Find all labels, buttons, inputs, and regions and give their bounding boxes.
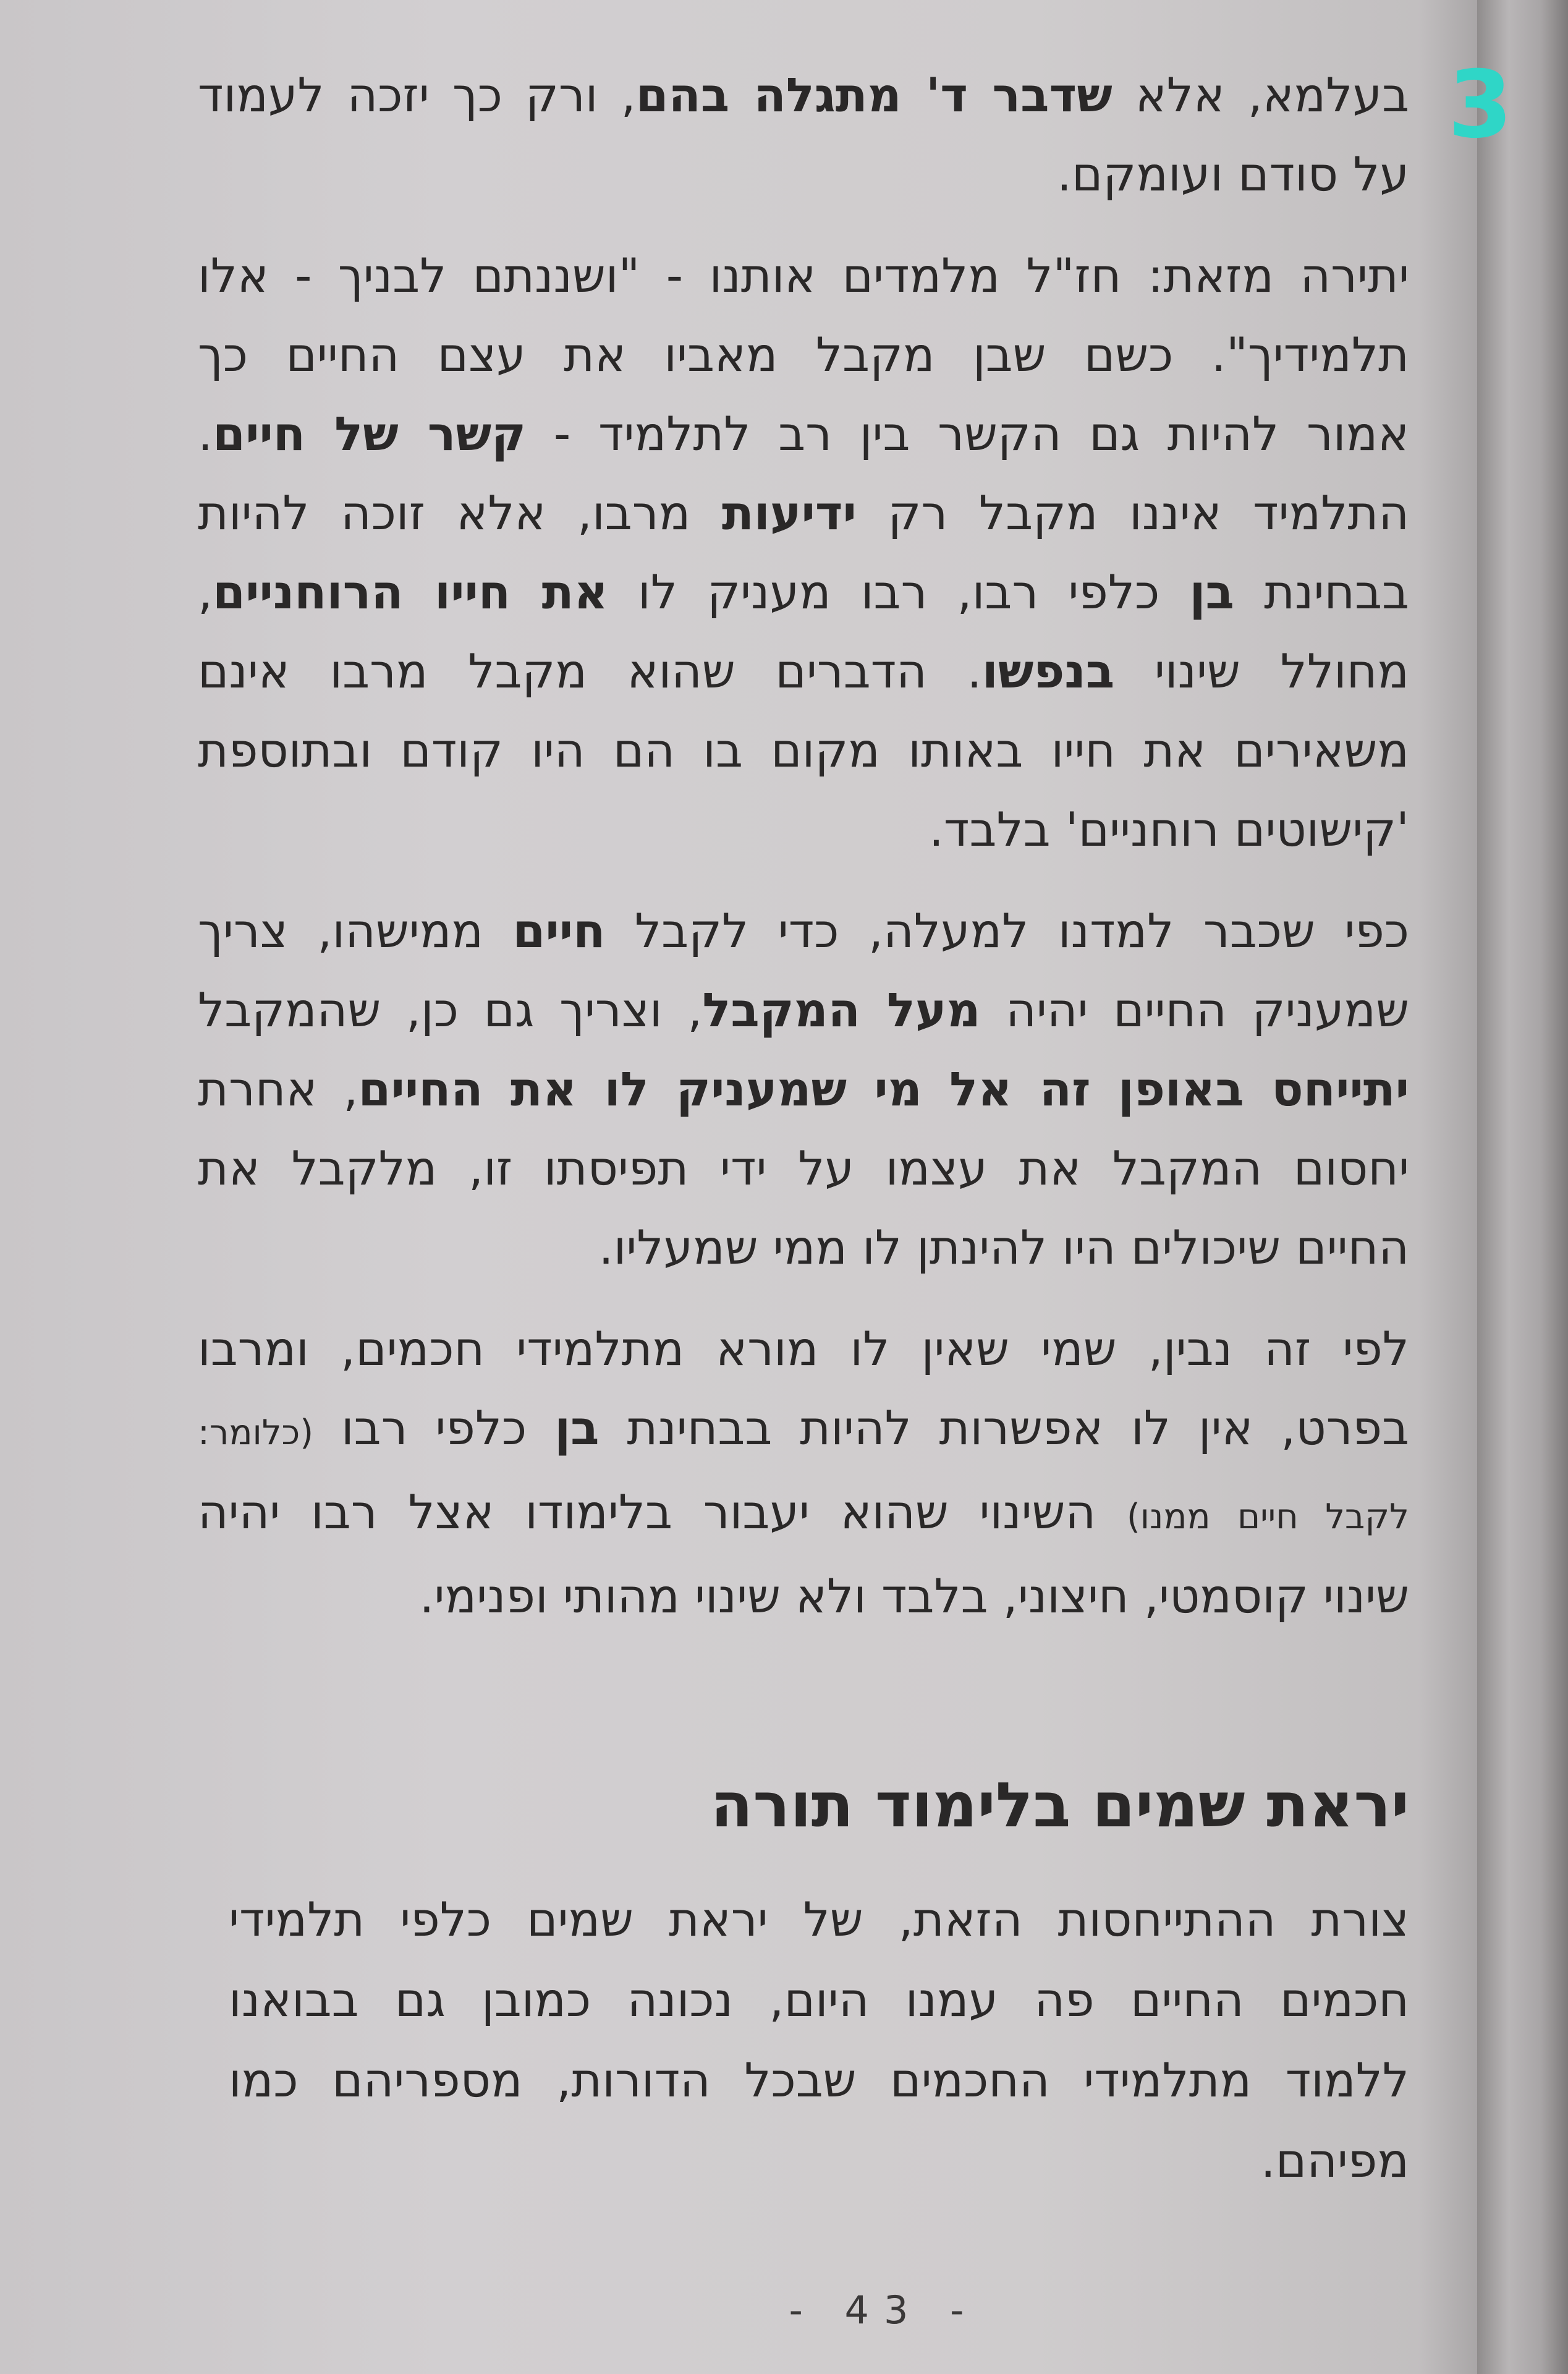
- text-line: [198, 790, 1409, 869]
- bold-text: את חייו הרוחניים: [213, 564, 608, 619]
- page-marker-label: 3: [1447, 51, 1513, 159]
- bold-text: בנפשו: [981, 644, 1115, 699]
- text-line: [198, 553, 1409, 632]
- text-run: 'קישוטים רוחניים' בלבד.: [928, 802, 1409, 857]
- text-run: שמעניק החיים יהיה: [980, 982, 1409, 1037]
- paragraph: [198, 1309, 1409, 1636]
- text-line: [198, 1473, 1409, 1557]
- text-line: חכמים החיים פה עמנו היום, נכונה כמובן גם בבואנו: [229, 1972, 1409, 2027]
- text-run: בבחינת: [1234, 564, 1409, 619]
- text-run: כלפי רבו, רבו מעניק לו: [608, 564, 1190, 619]
- text-run: כלפי רבו: [313, 1400, 555, 1455]
- text-run: מחולל שינוי: [1114, 644, 1409, 699]
- text-run: ,: [198, 564, 213, 619]
- text-line: [198, 135, 1409, 214]
- text-run: החיים שיכולים היו להינתן לו ממי שמעליו.: [598, 1220, 1409, 1275]
- page-number: - 43 -: [789, 2287, 979, 2333]
- text-run: לפי זה נבין, שמי שאין לו מורא מתלמידי חכמים, ומרבו: [198, 1321, 1409, 1376]
- text-run: , אחרת: [198, 1061, 358, 1117]
- text-run: מרבו, אלא זוכה להיות: [198, 485, 722, 540]
- text-run: התלמיד איננו מקבל רק: [856, 485, 1409, 540]
- text-run: השינוי שהוא יעבור בלימודו אצל רבו יהיה: [198, 1484, 1127, 1539]
- text-line: [198, 632, 1409, 711]
- bold-text: בן: [554, 1400, 600, 1455]
- text-run: על סודם ועומקם.: [1056, 147, 1409, 202]
- text-run: .: [198, 406, 213, 461]
- text-line: [198, 1309, 1409, 1389]
- text-line: ללמוד מתלמידי החכמים שבכל הדורות, מספריהם כמו: [229, 2053, 1409, 2108]
- text-line: [198, 56, 1409, 135]
- text-line: [198, 315, 1409, 394]
- text-run: . הדברים שהוא מקבל מרבו אינם: [198, 644, 982, 699]
- text-run: משאירים את חייו באותו מקום בו הם היו קודם ובתוספת: [198, 723, 1409, 778]
- text-run: כפי שכבר למדנו למעלה, כדי לקבל: [605, 903, 1409, 958]
- bold-text: יתייחס באופן זה אל מי שמעניק לו את החיים: [358, 1061, 1409, 1117]
- text-run: יחסום המקבל את עצמו על ידי תפיסתו זו, מלקבל את: [198, 1141, 1409, 1196]
- bold-text: בן: [1189, 564, 1234, 619]
- paragraph: [198, 891, 1409, 1287]
- text-run: לקבל חיים ממנו): [1126, 1497, 1409, 1537]
- paragraph: [198, 56, 1409, 214]
- page-edge: [1477, 0, 1568, 2374]
- text-line: [198, 1208, 1409, 1287]
- text-run: , ורק כך יזכה לעמוד: [198, 67, 636, 122]
- closing-paragraph: [229, 1879, 1409, 2201]
- bold-text: מעל המקבל: [702, 982, 981, 1037]
- text-run: בפרט, אין לו אפשרות להיות בבחינת: [599, 1400, 1409, 1455]
- text-line: [198, 394, 1409, 474]
- text-line: מפיהם.: [1260, 2133, 1409, 2188]
- bold-text: שדבר ד' מתגלה בהם: [635, 67, 1112, 122]
- text-run: אמור להיות גם הקשר בין רב לתלמיד -: [526, 406, 1409, 461]
- paragraph: [198, 236, 1409, 869]
- text-run: תלמידיך". כשם שבן מקבל מאביו את עצם החיים כך: [198, 327, 1409, 382]
- text-run: (כלומר:: [198, 1413, 314, 1453]
- section-heading: יראת שמים בלימוד תורה: [710, 1769, 1409, 1841]
- text-line: [198, 1129, 1409, 1208]
- text-run: , וצריך גם כן, שהמקבל: [198, 982, 703, 1037]
- text-line: [198, 1050, 1409, 1129]
- bold-text: חיים: [512, 903, 606, 958]
- text-line: צורת ההתייחסות הזאת, של יראת שמים כלפי תלמידי: [229, 1892, 1409, 1947]
- bold-text: ידיעות: [721, 485, 857, 540]
- text-line: [198, 1389, 1409, 1473]
- text-run: יתירה מזאת: חז"ל מלמדים אותנו - "ושננתם לבניך - אלו: [198, 248, 1409, 303]
- text-line: [198, 891, 1409, 971]
- text-line: [198, 1557, 1409, 1636]
- bold-text: קשר של חיים: [213, 406, 527, 461]
- text-run: ממישהו, צריך: [198, 903, 513, 958]
- body-text: [198, 56, 1409, 1658]
- text-line: [198, 711, 1409, 790]
- text-line: [198, 236, 1409, 315]
- text-line: [198, 474, 1409, 553]
- text-line: [198, 971, 1409, 1050]
- text-run: בעלמא, אלא: [1112, 67, 1410, 122]
- text-run: שינוי קוסמטי, חיצוני, בלבד ולא שינוי מהותי ופנימי.: [419, 1568, 1409, 1623]
